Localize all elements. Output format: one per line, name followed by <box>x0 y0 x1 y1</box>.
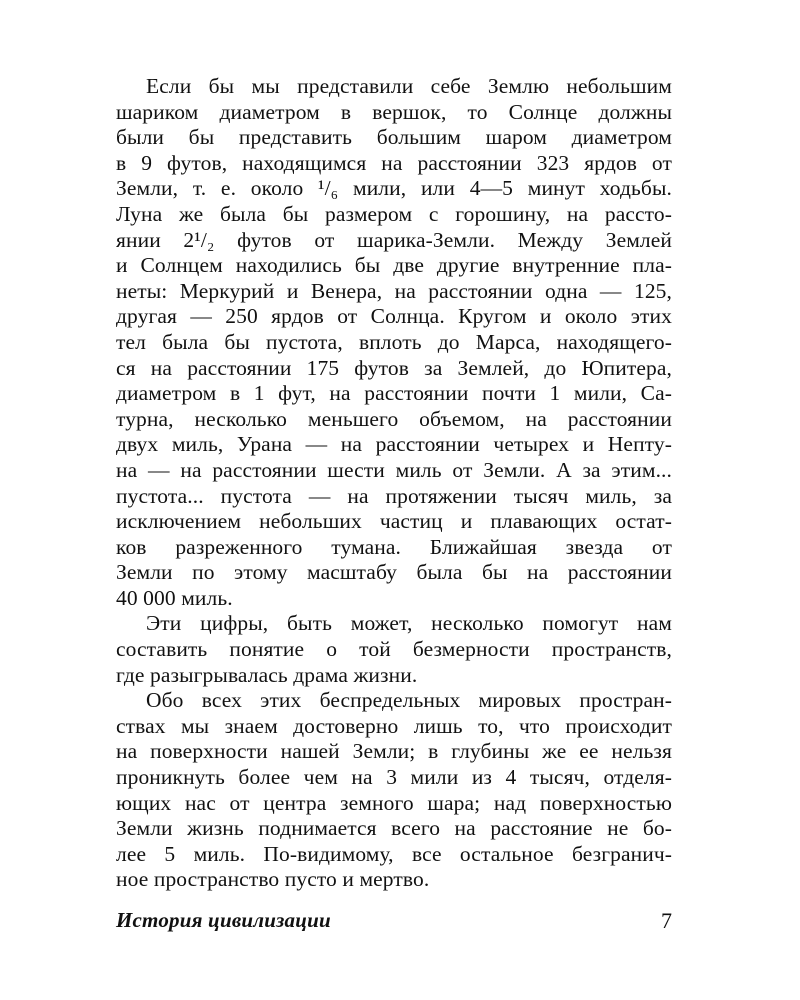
text-line: исключением небольших частиц и плавающих остат- <box>116 509 672 534</box>
text-line: в 9 футов, находящимся на расстоянии 323 ярдов от <box>116 150 672 175</box>
text-line: Луна же была бы размером с горошину, на рассто- <box>116 201 672 226</box>
text-line: диаметром в 1 фут, на расстоянии почти 1 мили, Са- <box>116 381 672 406</box>
text-line: были бы представить большим шаром диаметром <box>116 125 672 150</box>
page-number: 7 <box>661 908 672 933</box>
text-line: ствах мы знаем достоверно лишь то, что происходит <box>116 713 672 738</box>
text-line: турна, несколько меньшего объемом, на расстоянии <box>116 406 672 431</box>
text-line: лее 5 миль. По-видимому, все остальное безгранич- <box>116 841 672 866</box>
text-line: Земли, т. е. около ¹/₆ мили, или 4—5 минут ходьбы. <box>116 176 672 201</box>
text-line: Если бы мы представили себе Землю небольшим <box>146 74 672 98</box>
paragraph <box>116 74 672 611</box>
running-title: История цивилизации <box>116 908 331 932</box>
text-line: составить понятие о той безмерности пространств, <box>116 637 672 662</box>
text-line: другая — 250 ярдов от Солнца. Кругом и около этих <box>116 304 672 329</box>
text-line: проникнуть более чем на 3 мили из 4 тысяч, отделя- <box>116 765 672 790</box>
text-line: Обо всех этих беспредельных мировых простран- <box>146 688 672 713</box>
text-line: тел была бы пустота, вплоть до Марса, находящего- <box>116 329 672 354</box>
page-footer <box>116 908 672 938</box>
paragraph <box>116 688 672 893</box>
text-line: ков разреженного тумана. Ближайшая звезда от <box>116 534 672 559</box>
text-line: на — на расстоянии шести миль от Земли. А за этим... <box>116 457 672 482</box>
text-line: Эти цифры, быть может, несколько помогут нам <box>146 611 672 636</box>
text-line: неты: Меркурий и Венера, на расстоянии одна — 125, <box>116 278 672 303</box>
body-text <box>116 74 672 893</box>
paragraph <box>116 611 672 688</box>
text-line: пустота... пустота — на протяжении тысяч миль, за <box>116 483 672 508</box>
text-line: ное пространство пусто и мертво. <box>116 867 430 892</box>
text-line: и Солнцем находились бы две другие внутренние пла- <box>116 253 672 278</box>
text-line: ся на расстоянии 175 футов за Землей, до Юпитера, <box>116 355 672 380</box>
text-line: двух миль, Урана — на расстоянии четырех и Непту- <box>116 432 672 457</box>
text-line: на поверхности нашей Земли; в глубины же ее нельзя <box>116 739 672 764</box>
text-line: Земли жизнь поднимается всего на расстояние не бо- <box>116 816 672 841</box>
text-line: 40 000 миль. <box>116 585 233 610</box>
text-line: шариком диаметром в вершок, то Солнце должны <box>116 99 672 124</box>
text-line: Земли по этому масштабу была бы на расстоянии <box>116 560 672 585</box>
text-line: где разыгрывалась драма жизни. <box>116 662 418 687</box>
text-line: янии 2¹/₂ футов от шарика-Земли. Между Землей <box>116 227 672 252</box>
text-line: ющих нас от центра земного шара; над поверхностью <box>116 790 672 815</box>
